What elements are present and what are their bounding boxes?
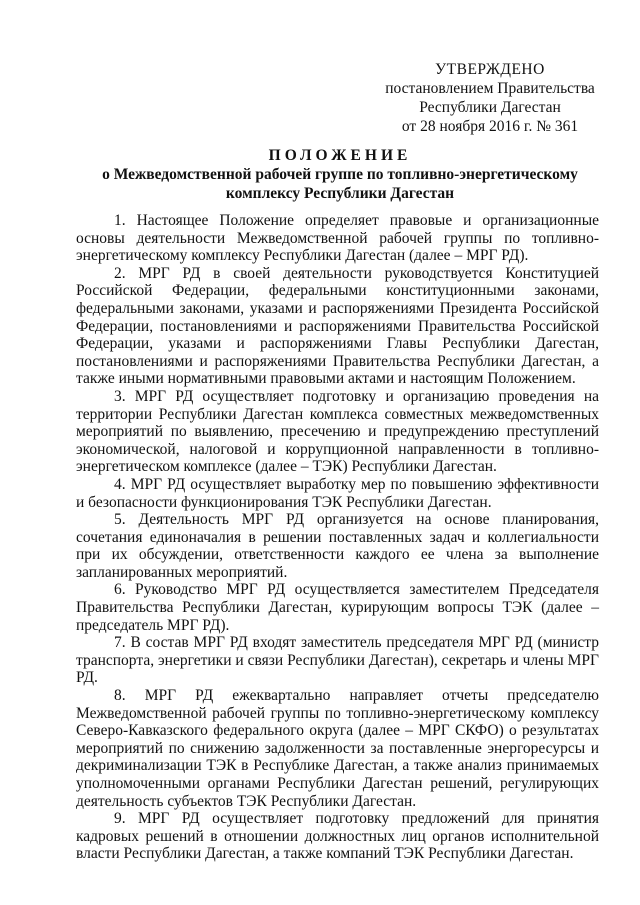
paragraph-2: 2. МРГ РД в своей деятельности руководствуется Конституцией Российской Федерации, федеральными конституционными законами, федеральными законами, указами и распоряжениями Президента Российской Федерации, постановлениями и распоряжениями Правительства Российской Федерации, указами и распоряжениями Главы Республики Дагестан, постановлениями и распоряжениями Правительства Республики Дагестан, а также иными нормативными правовыми актами и настоящим Положением.: [76, 264, 599, 388]
paragraph-7: 7. В состав МРГ РД входят заместитель председателя МРГ РД (министр транспорта, энергетики и связи Республики Дагестан), секретарь и члены МРГ РД.: [76, 634, 599, 687]
title-subject-line-1: о Межведомственной рабочей группе по топливно-энергетическому: [102, 166, 578, 183]
paragraph-9: 9. МРГ РД осуществляет подготовку предложений для принятия кадровых решений в отношении должностных лиц органов исполнительной власти Республики Дагестан, а также компаний ТЭК Республики Дагестан.: [76, 810, 599, 863]
paragraph-6: 6. Руководство МРГ РД осуществляется заместителем Председателя Правительства Республики Дагестан, курирующим вопросы ТЭК (далее – председатель МРГ РД).: [76, 581, 599, 634]
paragraph-5: 5. Деятельность МРГ РД организуется на основе планирования, сочетания единоначалия в решении поставленных задач и коллегиальности при их обсуждении, ответственности каждого ее члена за выполнение запланированных мероприятий.: [76, 511, 599, 581]
paragraph-4: 4. МРГ РД осуществляет выработку мер по повышению эффективности и безопасности функционирования ТЭК Республики Дагестан.: [76, 475, 599, 511]
document-body: [76, 212, 599, 863]
approval-heading: УТВЕРЖДЕНО: [435, 61, 545, 78]
approval-stamp: [380, 60, 600, 136]
approval-issuer: постановлением Правительства: [385, 80, 595, 97]
title-heading: ПОЛОЖЕНИЕ: [268, 147, 412, 164]
document-title: [80, 146, 600, 203]
title-subject-line-2: комплексу Республики Дагестан: [225, 185, 455, 202]
paragraph-1: 1. Настоящее Положение определяет правовые и организационные основы деятельности Межведомственной рабочей группы по топливно-энергетическому комплексу Республики Дагестан (далее – МРГ РД).: [76, 212, 599, 265]
approval-region: Республики Дагестан: [419, 99, 561, 116]
paragraph-3: 3. МРГ РД осуществляет подготовку и организацию проведения на территории Республики Дагестан комплекса совместных межведомственных мероприятий по выявлению, пресечению и предупреждению преступлений экономической, налоговой и коррупционной направленности в топливно-энергетическом комплексе (далее – ТЭК) Республики Дагестан.: [76, 387, 599, 476]
paragraph-8: 8. МРГ РД ежеквартально направляет отчеты председателю Межведомственной рабочей группы по топливно-энергетическому комплексу Северо-Кавказского федерального округа (далее – МРГ СКФО) о результатах мероприятий по снижению задолженности за поставленные энергоресурсы и декриминализации ТЭК в Республике Дагестан, а также анализ принимаемых уполномоченными органами Республики Дагестан решений, регулирующих деятельность субъектов ТЭК Республики Дагестан.: [76, 687, 599, 810]
approval-date-number: от 28 ноября 2016 г. № 361: [401, 118, 579, 135]
